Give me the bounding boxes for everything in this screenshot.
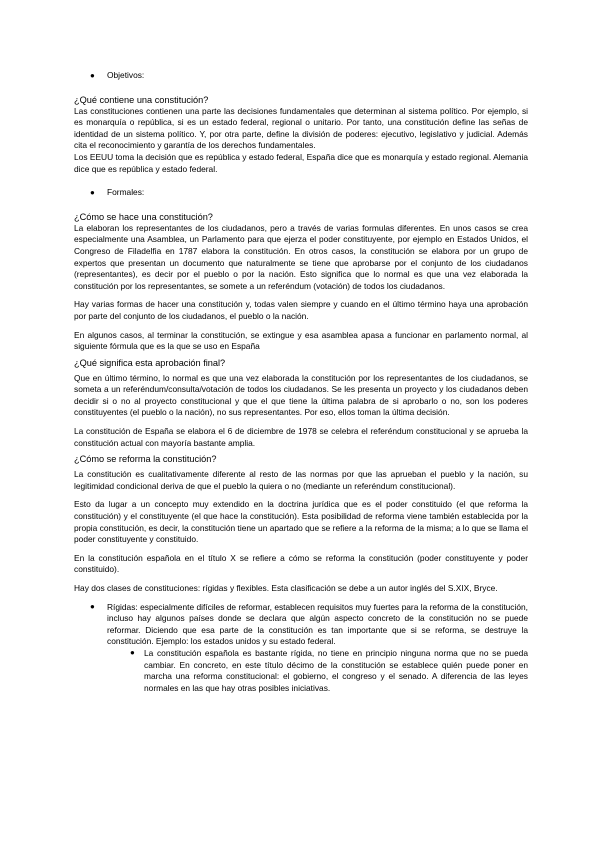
subbullet-espanola: ● La constitución española es bastante rígida, no tiene en principio ninguna norma que no se pueda cambiar. En concreto, en este título décimo de la constitución se establece quién puede poner en marcha una reforma constitucional: el gobierno, el congreso y el senado. A diferencia de las leyes normales en las que hay otras posibles iniciativas.: [130, 647, 528, 693]
paragraph: Hay dos clases de constituciones: rígidas y flexibles. Esta clasificación se debe a un autor inglés del S.XIX, Bryce.: [74, 583, 498, 593]
heading-como-se-reforma: ¿Cómo se reforma la constitución?: [74, 454, 217, 465]
heading-como-se-hace: ¿Cómo se hace una constitución?: [74, 211, 213, 222]
bullet-dot-icon: ●: [90, 601, 95, 611]
paragraph: Esto da lugar a un concepto muy extendido en la doctrina jurídica que es el poder constituido (el que reforma la constitución) y el constituyente (el que hace la constitución). Esta posibilidad de reforma viene también establecida por la propia constitución, es decir, la constitución tiene un apartado que se refiere a la reforma de la misma; a lo que se llama el poder constituyente y constituido.: [74, 499, 528, 545]
paragraph: Los EEUU toma la decisión que es república y estado federal, España dice que es monarquía y estado regional. Alemania dice que es república y estado federal.: [74, 151, 528, 174]
bullet-dot-icon: ●: [90, 188, 95, 198]
bullet-dot-icon: ●: [90, 71, 95, 80]
paragraph: Las constituciones contienen una parte las decisiones fundamentales que determinan al sistema político. Por ejemplo, si es monarquía o república, si es un estado federal, regional o unitario. Por tanto, una constitución define las señas de identidad de un sistema político. Y, por otra parte, define la división de poderes: ejecutivo, legislativo y judicial. Además cita el reconocimiento y garantía de los derechos fundamentales.: [74, 105, 528, 151]
document-page: [74, 64, 528, 694]
paragraph: Hay varias formas de hacer una constitución y, todas valen siempre y cuando en el último término haya una aprobación por parte del conjunto de los ciudadanos, el pueblo o la nación.: [74, 299, 528, 321]
paragraph: La elaboran los representantes de los ciudadanos, pero a través de varias formulas diferentes. En unos casos se crea especialmente una Asamblea, un Parlamento para que ejerza el poder constituyente, por ejemplo en Estados Unidos, el Congreso de Filadelfia en 1787 elabora la constitución. En otros casos, la constitución se elabora por un grupo de expertos que presentan un documento que naturalmente se tiene que aprobarse por el conjunto de los ciudadanos (representantes), es decir por el pueblo o por la nación. Esto significa que lo normal es que una vez elaborada la constitución por los representantes, se somete a un referéndum (votación) de todos los ciudadanos.: [74, 222, 528, 291]
heading-aprobacion-final: ¿Qué significa esta aprobación final?: [74, 357, 226, 368]
paragraph: En algunos casos, al terminar la constitución, se extingue y esa asamblea apasa a funcionar en parlamento normal, al siguiente fórmula que es la que se uso en España: [74, 329, 528, 352]
bullet-dot-icon: ●: [130, 647, 135, 657]
paragraph: Que en último término, lo normal es que una vez elaborada la constitución por los representantes de los ciudadanos, se someta a un referéndum/consulta/votación de todos los ciudadanos. Se les presenta un proyecto y los ciudadanos deben decidir si o no al proyecto constitucional y que el que tiene la última palabra de si aprobarlo o no, son los poderes constituyentes (el pueblo o la nación), no sus representantes. Por eso, ellos toman la última decisión.: [74, 372, 528, 418]
bullet-formales: ● Formales:: [90, 187, 145, 198]
paragraph: En la constitución española en el título X se refiere a cómo se reforma la constitución (poder constituyente y poder constituido).: [74, 552, 528, 575]
heading-que-contiene: ¿Qué contiene una constitución?: [74, 94, 209, 105]
paragraph: La constitución es cualitativamente diferente al resto de las normas por que las aprueban el pueblo y la nación, su legitimidad condicional deriva de que el pueblo la quiera o no (mediante un referéndum constitucional).: [74, 469, 528, 491]
bullet-objetivos: ● Objetivos:: [90, 70, 145, 80]
paragraph: La constitución de España se elabora el 6 de diciembre de 1978 se celebra el referéndum constitucional y se aprueba la constitución actual con mayoría bastante amplia.: [74, 426, 528, 448]
bullet-rigidas: ● Rígidas: especialmente difíciles de reformar, establecen requisitos muy fuertes para la reforma de la constitución, incluso hay algunos países donde se declara que algún aspecto concreto de la constitución no se puede reformar. Diciendo que esa parte de la constitución es tan importante que si se reforma, se destruye la constitución. Ejemplo: los estados unidos y su estado federal.: [90, 601, 528, 647]
